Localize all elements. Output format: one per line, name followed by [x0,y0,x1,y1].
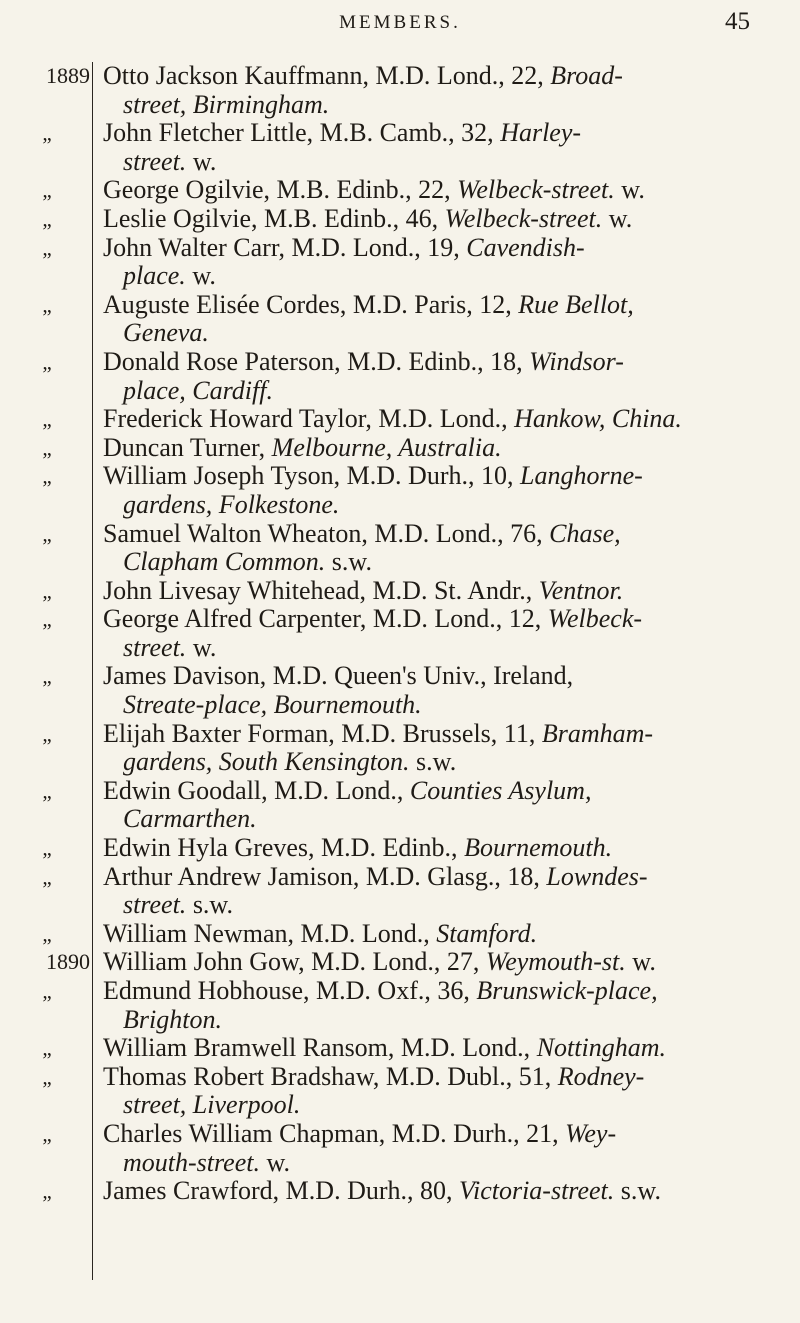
member-name-line [103,1034,778,1063]
member-text: Auguste Elisée Cordes, M.D. Paris, 12, [103,289,519,319]
member-text: Otto Jackson Kauffmann, M.D. Lond., 22, [103,61,551,90]
member-entry [0,1063,800,1120]
address-continuation-line [103,691,778,720]
address-text: place. [123,261,186,291]
address-text: Streate-place, Bournemouth. [123,690,422,720]
member-text: w. [259,1147,291,1177]
page-header [0,8,800,40]
address-text: street. [123,890,187,920]
ditto-mark: „ [42,121,52,146]
address-text: street, Liverpool. [123,1090,301,1120]
address-text: Melbourne, Australia. [271,432,502,462]
member-entry [0,520,800,577]
member-entry [0,863,800,920]
address-text: Carmarthen. [123,804,257,834]
member-text: Edwin Goodall, M.D. Lond., [103,775,410,805]
member-text: Arthur Andrew Jamison, M.D. Glasg., 18, [103,861,547,891]
member-name-line [103,1120,778,1149]
ditto-mark: „ [42,235,52,260]
address-text: Bramham- [541,718,654,748]
address-text: Hankow, China. [514,404,682,434]
address-text: place, Cardiff. [123,375,273,405]
address-text: mouth-street. [123,1147,260,1177]
address-text: Counties Asylum, [409,775,592,805]
member-text: Edmund Hobhouse, M.D. Oxf., 36, [103,976,477,1005]
member-text: James Crawford, M.D. Durh., 80, [103,1176,460,1206]
member-entry [0,405,800,434]
ditto-mark: „ [42,1036,52,1061]
address-text: Rodney- [557,1061,645,1091]
address-text: Harley- [500,118,582,148]
member-entry [0,1177,800,1206]
member-list [0,62,800,1206]
member-entry [0,977,800,1034]
ditto-mark: „ [42,721,52,746]
member-name-line [103,205,778,234]
member-text: w. [186,632,217,662]
member-entry [0,176,800,205]
member-name-line [103,948,778,977]
member-name-line [103,662,778,691]
ditto-mark: „ [42,1121,52,1146]
member-name-line [103,405,778,434]
ditto-mark: „ [42,921,52,946]
member-entry [0,462,800,519]
member-entry [0,662,800,719]
member-text: William John Gow, M.D. Lond., 27, [103,947,486,977]
address-continuation-line [103,148,778,177]
ditto-mark: „ [42,778,52,803]
address-text: Stamford. [436,918,538,948]
member-text: w. [186,146,217,176]
address-continuation-line [103,748,778,777]
member-entry [0,119,800,176]
ditto-mark: „ [42,836,52,861]
ditto-mark: „ [42,407,52,432]
address-text: gardens, Folkestone. [123,489,340,519]
member-entry [0,834,800,863]
ditto-mark: „ [42,1064,52,1089]
member-text: Elijah Baxter Forman, M.D. Brussels, 11, [103,718,542,748]
address-continuation-line [103,1149,778,1178]
address-text: gardens, South Kensington. [123,747,410,777]
member-text: w. [185,261,216,291]
ditto-mark: „ [42,464,52,489]
address-text: street. [123,146,187,176]
member-text: James Davison, M.D. Queen's Univ., Ireland, [103,661,574,691]
member-text: Leslie Ogilvie, M.B. Edinb., 46, [103,203,445,233]
address-continuation-line [103,805,778,834]
member-entry [0,777,800,834]
member-entry [0,1034,800,1063]
member-name-line [103,834,778,863]
address-continuation-line [103,91,778,120]
member-text: s.w. [325,547,372,577]
member-entry [0,605,800,662]
member-text: s.w. [186,890,234,920]
member-text: John Walter Carr, M.D. Lond., 19, [103,232,467,262]
address-text: Welbeck-street. [457,175,615,205]
member-name-line [103,119,778,148]
address-text: Bournemouth. [464,833,613,863]
member-entry [0,948,800,977]
ditto-mark: „ [42,206,52,231]
member-name-line [103,777,778,806]
address-continuation-line [103,548,778,577]
address-text: Brunswick-place, [476,976,658,1005]
member-entry [0,434,800,463]
address-text: Cavendish- [466,232,585,262]
ditto-mark: „ [42,349,52,374]
member-text: William Joseph Tyson, M.D. Durh., 10, [103,461,520,491]
address-text: Langhorne- [519,461,643,491]
ditto-mark: „ [42,435,52,460]
member-text: John Livesay Whitehead, M.D. St. Andr., [103,575,539,605]
address-text: Weymouth-st. [485,947,626,977]
member-name-line [103,1177,778,1206]
member-name-line [103,434,778,463]
member-name-line [103,577,778,606]
member-text: George Ogilvie, M.B. Edinb., 22, [103,175,458,205]
address-text: Brighton. [123,1004,222,1034]
member-text: Samuel Walton Wheaton, M.D. Lond., 76, [103,518,550,548]
member-text: Charles William Chapman, M.D. Durh., 21, [103,1118,566,1148]
ditto-mark: „ [42,578,52,603]
member-entry [0,291,800,348]
member-text: s.w. [614,1176,661,1206]
member-text: w. [614,175,645,205]
ditto-mark: „ [42,864,52,889]
address-continuation-line [103,1006,778,1035]
member-entry [0,1120,800,1177]
member-entry [0,348,800,405]
election-year: 1890 [46,949,90,975]
address-text: street, Birmingham. [123,89,330,119]
member-name-line [103,234,778,263]
address-text: Chase, [549,518,621,548]
address-text: Rue Bellot, [518,289,634,319]
member-text: Frederick Howard Taylor, M.D. Lond., [103,404,515,434]
member-text: John Fletcher Little, M.B. Camb., 32, [103,118,501,148]
address-text: Victoria-street. [459,1176,615,1206]
address-text: Ventnor. [538,575,624,605]
member-text: w. [602,203,633,233]
address-text: Windsor- [529,346,624,376]
member-name-line [103,920,778,949]
member-entry [0,205,800,234]
address-text: Lowndes- [546,861,648,891]
member-text: George Alfred Carpenter, M.D. Lond., 12, [103,604,548,634]
ditto-mark: „ [42,607,52,632]
address-continuation-line [103,1091,778,1120]
address-text: Clapham Common. [123,547,326,577]
address-text: Wey- [565,1118,617,1148]
member-text: s.w. [409,747,457,777]
address-continuation-line [103,491,778,520]
member-name-line [103,62,778,91]
member-name-line [103,291,778,320]
member-entry [0,720,800,777]
member-name-line [103,176,778,205]
address-continuation-line [103,319,778,348]
member-text: w. [625,947,656,977]
member-name-line [103,605,778,634]
member-name-line [103,348,778,377]
member-name-line [103,520,778,549]
address-text: Geneva. [123,318,209,348]
address-text: Nottingham. [536,1033,666,1063]
member-text: Donald Rose Paterson, M.D. Edinb., 18, [103,346,530,376]
ditto-mark: „ [42,521,52,546]
member-entry [0,62,800,119]
member-entry [0,577,800,606]
address-continuation-line [103,262,778,291]
member-text: Duncan Turner, [103,432,272,462]
member-name-line [103,720,778,749]
ditto-mark: „ [42,979,52,1003]
member-entry [0,234,800,291]
address-text: Welbeck-street. [444,203,603,233]
address-text: Broad- [550,61,623,90]
member-entry [0,920,800,949]
address-text: Welbeck- [547,604,643,634]
member-text: Thomas Robert Bradshaw, M.D. Dubl., 51, [103,1061,558,1091]
ditto-mark: „ [42,292,52,317]
ditto-mark: „ [42,664,52,689]
address-continuation-line [103,891,778,920]
member-name-line [103,462,778,491]
ditto-mark: „ [42,178,52,203]
member-text: William Newman, M.D. Lond., [103,918,437,948]
member-name-line [103,863,778,892]
running-title: MEMBERS. [339,12,461,33]
member-name-line [103,1063,778,1092]
member-name-line [103,977,778,1006]
ditto-mark: „ [42,1179,52,1204]
election-year: 1889 [46,63,90,88]
address-text: street. [123,632,187,662]
page-number: 45 [725,8,750,35]
member-text: Edwin Hyla Greves, M.D. Edinb., [103,833,465,863]
member-text: William Bramwell Ransom, M.D. Lond., [103,1033,537,1063]
address-continuation-line [103,377,778,406]
address-continuation-line [103,634,778,663]
